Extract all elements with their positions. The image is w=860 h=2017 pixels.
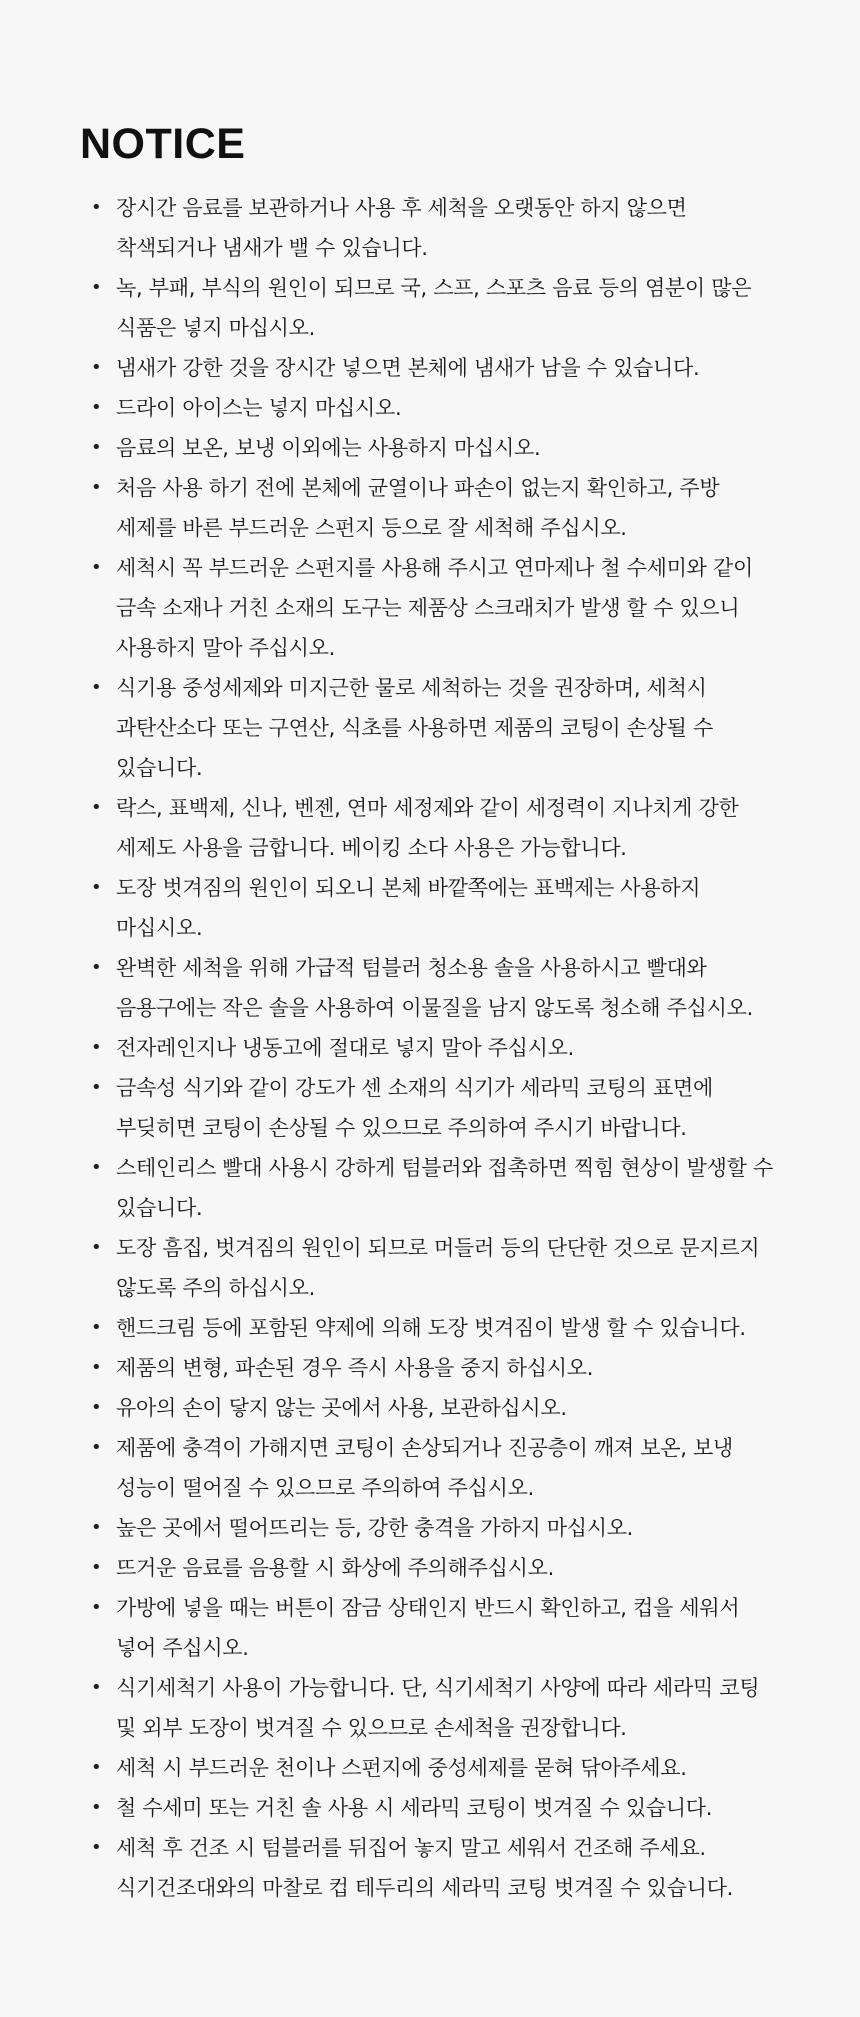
bullet-icon: • [91,877,102,898]
notice-item-text: 세척 후 건조 시 텀블러를 뒤집어 놓지 말고 세워서 건조해 주세요. 식기건조대와의 마찰로 컵 테두리의 세라믹 코팅 벗겨질 수 있습니다. [116,1836,733,1900]
notice-item [80,1828,780,1908]
bullet-icon: • [91,1597,102,1618]
bullet-icon: • [91,1237,102,1258]
notice-item-text: 장시간 음료를 보관하거나 사용 후 세척을 오랫동안 하지 않으면 착색되거나 냄새가 밸 수 있습니다. [116,196,687,260]
notice-item [80,188,780,268]
bullet-icon: • [91,357,102,378]
notice-item [80,468,780,548]
notice-item [80,1228,780,1308]
notice-item-text: 스테인리스 빨대 사용시 강하게 텀블러와 접촉하면 찍힘 현상이 발생할 수 있습니다. [116,1156,773,1220]
notice-item [80,948,780,1028]
bullet-icon: • [91,1317,102,1338]
notice-item-text: 식기용 중성세제와 미지근한 물로 세척하는 것을 권장하며, 세척시 과탄산소다 또는 구연산, 식초를 사용하면 제품의 코팅이 손상될 수 있습니다. [116,676,713,780]
notice-item-text: 금속성 식기와 같이 강도가 센 소재의 식기가 세라믹 코팅의 표면에 부딪히면 코팅이 손상될 수 있으므로 주의하여 주시기 바랍니다. [116,1076,713,1140]
bullet-icon: • [91,277,102,298]
bullet-icon: • [91,797,102,818]
notice-item [80,868,780,948]
notice-item-text: 세척 시 부드러운 천이나 스펀지에 중성세제를 묻혀 닦아주세요. [116,1756,687,1780]
notice-item-text: 세척시 꼭 부드러운 스펀지를 사용해 주시고 연마제나 철 수세미와 같이 금속 소재나 거친 소재의 도구는 제품상 스크래치가 발생 할 수 있으니 사용하지 말아 주십시오. [116,556,753,660]
notice-item [80,428,780,468]
notice-item-text: 제품의 변형, 파손된 경우 즉시 사용을 중지 하십시오. [116,1356,594,1380]
notice-item-text: 냄새가 강한 것을 장시간 넣으면 본체에 냄새가 남을 수 있습니다. [116,356,700,380]
notice-item [80,1748,780,1788]
bullet-icon: • [91,197,102,218]
bullet-icon: • [91,1557,102,1578]
bullet-icon: • [91,1357,102,1378]
bullet-icon: • [91,1397,102,1418]
notice-item-text: 락스, 표백제, 신나, 벤젠, 연마 세정제와 같이 세정력이 지나치게 강한 세제도 사용을 금합니다. 베이킹 소다 사용은 가능합니다. [116,796,739,860]
notice-item-text: 음료의 보온, 보냉 이외에는 사용하지 마십시오. [116,436,541,460]
notice-item [80,388,780,428]
notice-item-text: 핸드크림 등에 포함된 약제에 의해 도장 벗겨짐이 발생 할 수 있습니다. [116,1316,746,1340]
bullet-icon: • [91,1757,102,1778]
bullet-icon: • [91,1077,102,1098]
notice-item-text: 처음 사용 하기 전에 본체에 균열이나 파손이 없는지 확인하고, 주방 세제를 바른 부드러운 스펀지 등으로 잘 세척해 주십시오. [116,476,720,540]
notice-item-text: 철 수세미 또는 거친 솔 사용 시 세라믹 코팅이 벗겨질 수 있습니다. [116,1796,713,1820]
notice-item [80,1668,780,1748]
bullet-icon: • [91,437,102,458]
notice-item-text: 녹, 부패, 부식의 원인이 되므로 국, 스프, 스포츠 음료 등의 염분이 많은 식품은 넣지 마십시오. [116,276,752,340]
notice-item [80,668,780,788]
bullet-icon: • [91,957,102,978]
bullet-icon: • [91,557,102,578]
notice-section [80,112,780,1908]
notice-item [80,348,780,388]
notice-item-text: 높은 곳에서 떨어뜨리는 등, 강한 충격을 가하지 마십시오. [116,1516,634,1540]
notice-item-text: 뜨거운 음료를 음용할 시 화상에 주의해주십시오. [116,1556,554,1580]
notice-item [80,788,780,868]
bullet-icon: • [91,1437,102,1458]
notice-item-text: 유아의 손이 닿지 않는 곳에서 사용, 보관하십시오. [116,1396,567,1420]
notice-item [80,1428,780,1508]
notice-item-text: 식기세척기 사용이 가능합니다. 단, 식기세척기 사양에 따라 세라믹 코팅 및 외부 도장이 벗겨질 수 있으므로 손세척을 권장합니다. [116,1676,760,1740]
bullet-icon: • [91,1037,102,1058]
notice-item [80,1068,780,1148]
bullet-icon: • [91,1517,102,1538]
notice-item [80,1348,780,1388]
bullet-icon: • [91,397,102,418]
notice-item [80,1588,780,1668]
notice-item-text: 전자레인지나 냉동고에 절대로 넣지 말아 주십시오. [116,1036,574,1060]
notice-item-text: 제품에 충격이 가해지면 코팅이 손상되거나 진공층이 깨져 보온, 보냉 성능이 떨어질 수 있으므로 주의하여 주십시오. [116,1436,733,1500]
notice-item [80,548,780,668]
notice-item-text: 완벽한 세척을 위해 가급적 텀블러 청소용 솔을 사용하시고 빨대와 음용구에는 작은 솔을 사용하여 이물질을 남지 않도록 청소해 주십시오. [116,956,753,1020]
notice-item-text: 드라이 아이스는 넣지 마십시오. [116,396,402,420]
bullet-icon: • [91,477,102,498]
notice-list [80,188,780,1908]
notice-item [80,1308,780,1348]
bullet-icon: • [91,1837,102,1858]
notice-item-text: 도장 벗겨짐의 원인이 되오니 본체 바깥쪽에는 표백제는 사용하지 마십시오. [116,876,701,940]
notice-item [80,1028,780,1068]
notice-item [80,1148,780,1228]
notice-item [80,1548,780,1588]
notice-item [80,268,780,348]
notice-item [80,1388,780,1428]
notice-item [80,1788,780,1828]
notice-item [80,1508,780,1548]
bullet-icon: • [91,1157,102,1178]
bullet-icon: • [91,1677,102,1698]
bullet-icon: • [91,677,102,698]
notice-title: NOTICE [80,120,246,168]
notice-item-text: 도장 흠집, 벗겨짐의 원인이 되므로 머들러 등의 단단한 것으로 문지르지 않도록 주의 하십시오. [116,1236,760,1300]
bullet-icon: • [91,1797,102,1818]
notice-item-text: 가방에 넣을 때는 버튼이 잠금 상태인지 반드시 확인하고, 컵을 세워서 넣어 주십시오. [116,1596,740,1660]
